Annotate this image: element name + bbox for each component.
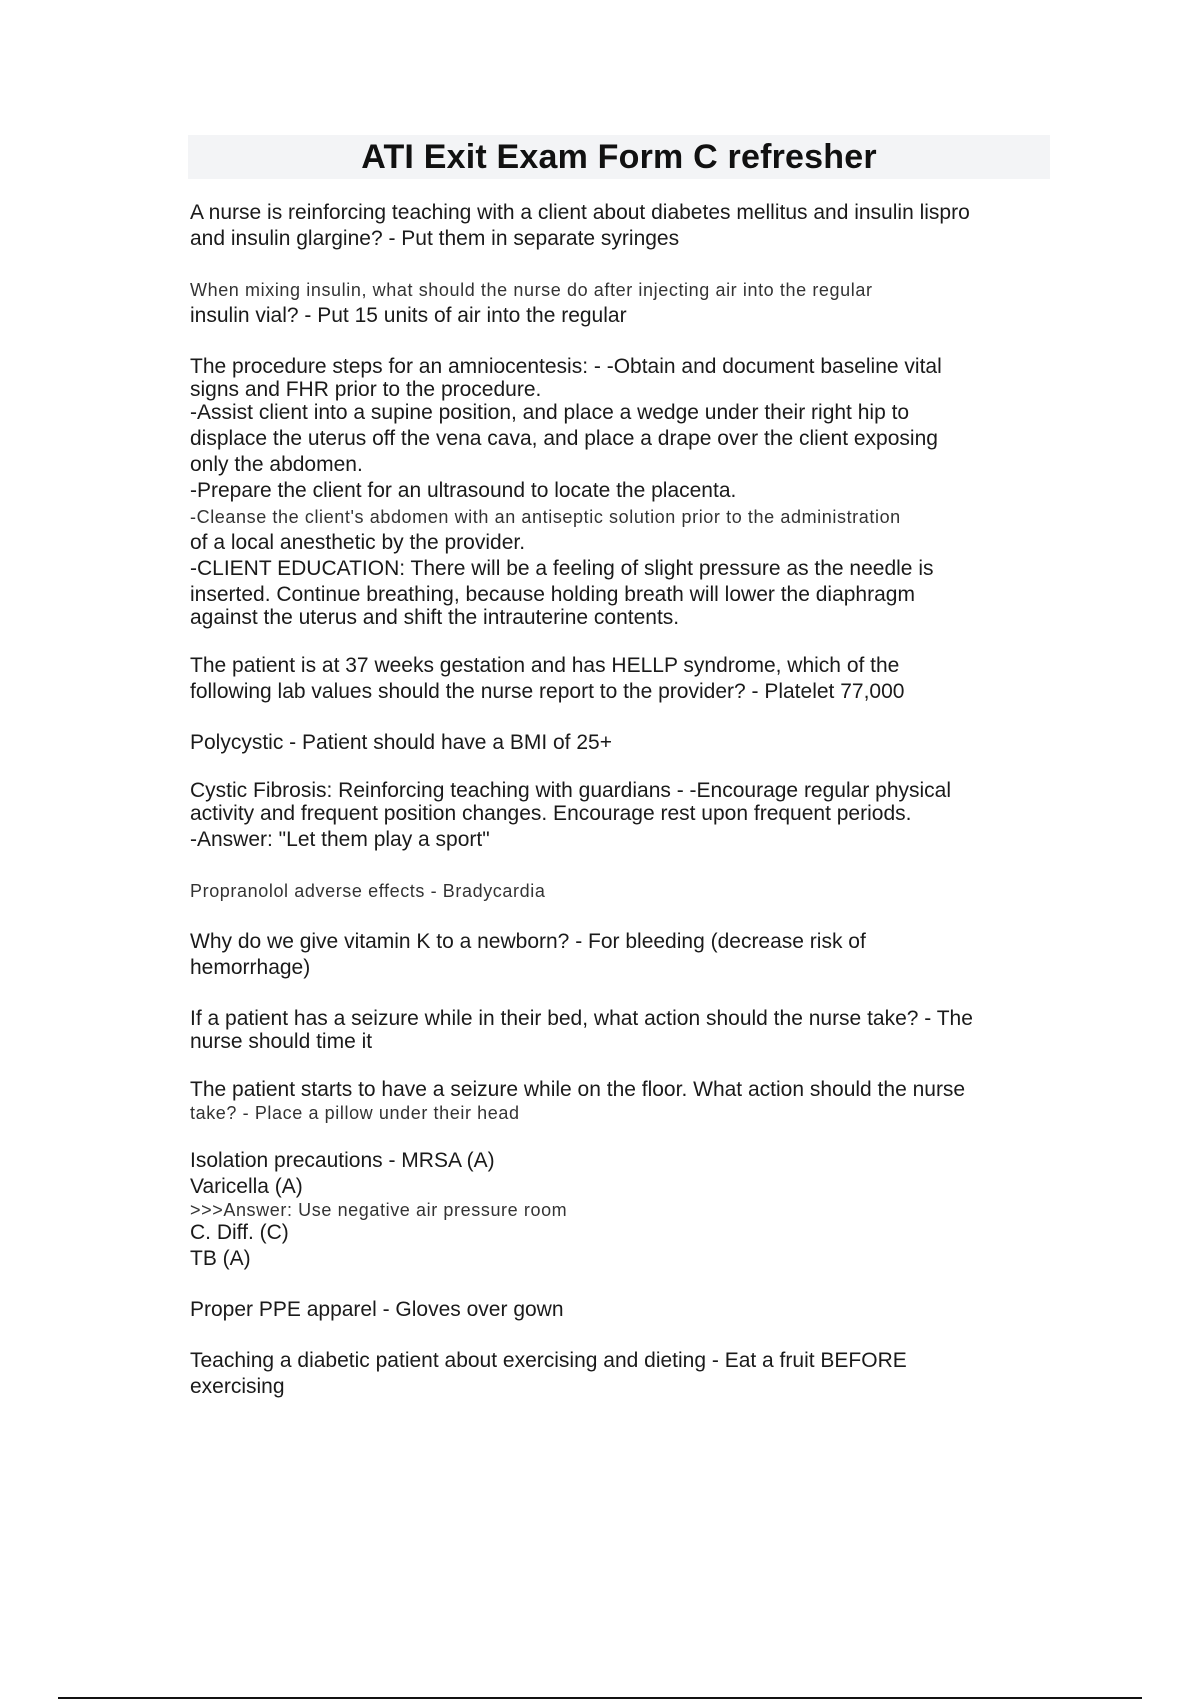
- text-line: against the uterus and shift the intrauterine contents.: [190, 606, 680, 629]
- qa-block-seizure-bed: [190, 1006, 1050, 1052]
- text-line: Isolation precautions - MRSA (A): [190, 1149, 495, 1172]
- text-line: exercising: [190, 1375, 285, 1398]
- text-line: Polycystic - Patient should have a BMI of 25+: [190, 731, 612, 754]
- page-title: ATI Exit Exam Form C refresher: [361, 137, 877, 176]
- text-line: C. Diff. (C): [190, 1221, 289, 1244]
- text-line: Propranolol adverse effects - Bradycardia: [190, 881, 546, 901]
- qa-block-amniocentesis: [190, 354, 1050, 628]
- text-line: signs and FHR prior to the procedure.: [190, 378, 542, 401]
- text-line: only the abdomen.: [190, 453, 363, 476]
- qa-block-isolation-precautions: [190, 1148, 1050, 1272]
- document-body: [190, 200, 1050, 1425]
- text-line: insulin vial? - Put 15 units of air into the regular: [190, 304, 627, 327]
- qa-block-diabetic-exercise: [190, 1348, 1050, 1400]
- footer-divider: [58, 1697, 1142, 1699]
- text-line: The patient is at 37 weeks gestation and has HELLP syndrome, which of the: [190, 654, 900, 677]
- text-line: -CLIENT EDUCATION: There will be a feeling of slight pressure as the needle is: [190, 557, 934, 580]
- qa-block-hellp-syndrome: [190, 653, 1050, 705]
- text-line: -Prepare the client for an ultrasound to locate the placenta.: [190, 479, 737, 502]
- text-line: activity and frequent position changes. Encourage rest upon frequent periods.: [190, 802, 912, 825]
- text-line: If a patient has a seizure while in their bed, what action should the nurse take? - The: [190, 1007, 973, 1030]
- text-line: Varicella (A): [190, 1175, 303, 1198]
- text-line: and insulin glargine? - Put them in separate syringes: [190, 227, 680, 250]
- text-line: Proper PPE apparel - Gloves over gown: [190, 1298, 564, 1321]
- text-line: TB (A): [190, 1247, 251, 1270]
- text-line: The patient starts to have a seizure while on the floor. What action should the nurse: [190, 1078, 966, 1101]
- text-line: nurse should time it: [190, 1030, 373, 1053]
- text-line: hemorrhage): [190, 956, 311, 979]
- qa-block-cystic-fibrosis: [190, 781, 1050, 853]
- qa-block-mixing-insulin: [190, 277, 1050, 329]
- text-line: A nurse is reinforcing teaching with a client about diabetes mellitus and insulin lispro: [190, 201, 970, 224]
- qa-block-propranolol: [190, 878, 1050, 904]
- text-line: -Assist client into a supine position, and place a wedge under their right hip to: [190, 401, 910, 424]
- text-line: >>>Answer: Use negative air pressure room: [190, 1200, 568, 1220]
- qa-block-vitamin-k: [190, 929, 1050, 981]
- text-line: When mixing insulin, what should the nurse do after injecting air into the regular: [190, 280, 873, 300]
- text-line: following lab values should the nurse report to the provider? - Platelet 77,000: [190, 680, 905, 703]
- text-line: displace the uterus off the vena cava, and place a drape over the client exposing: [190, 427, 938, 450]
- text-line: Teaching a diabetic patient about exercising and dieting - Eat a fruit BEFORE: [190, 1349, 907, 1372]
- text-line: -Answer: "Let them play a sport": [190, 828, 490, 851]
- text-line: The procedure steps for an amniocentesis: - -Obtain and document baseline vital: [190, 355, 942, 378]
- qa-block-ppe: [190, 1297, 1050, 1323]
- text-line: inserted. Continue breathing, because holding breath will lower the diaphragm: [190, 583, 915, 606]
- qa-block-insulin-lispro-glargine: [190, 200, 1050, 252]
- title-band: [188, 135, 1050, 179]
- qa-block-polycystic: [190, 730, 1050, 756]
- text-line: -Cleanse the client's abdomen with an antiseptic solution prior to the administration: [190, 507, 901, 527]
- text-line: Cystic Fibrosis: Reinforcing teaching with guardians - -Encourage regular physical: [190, 779, 952, 802]
- text-line: of a local anesthetic by the provider.: [190, 531, 526, 554]
- text-line: take? - Place a pillow under their head: [190, 1103, 520, 1123]
- qa-block-seizure-floor: [190, 1077, 1050, 1123]
- text-line: Why do we give vitamin K to a newborn? - For bleeding (decrease risk of: [190, 930, 866, 953]
